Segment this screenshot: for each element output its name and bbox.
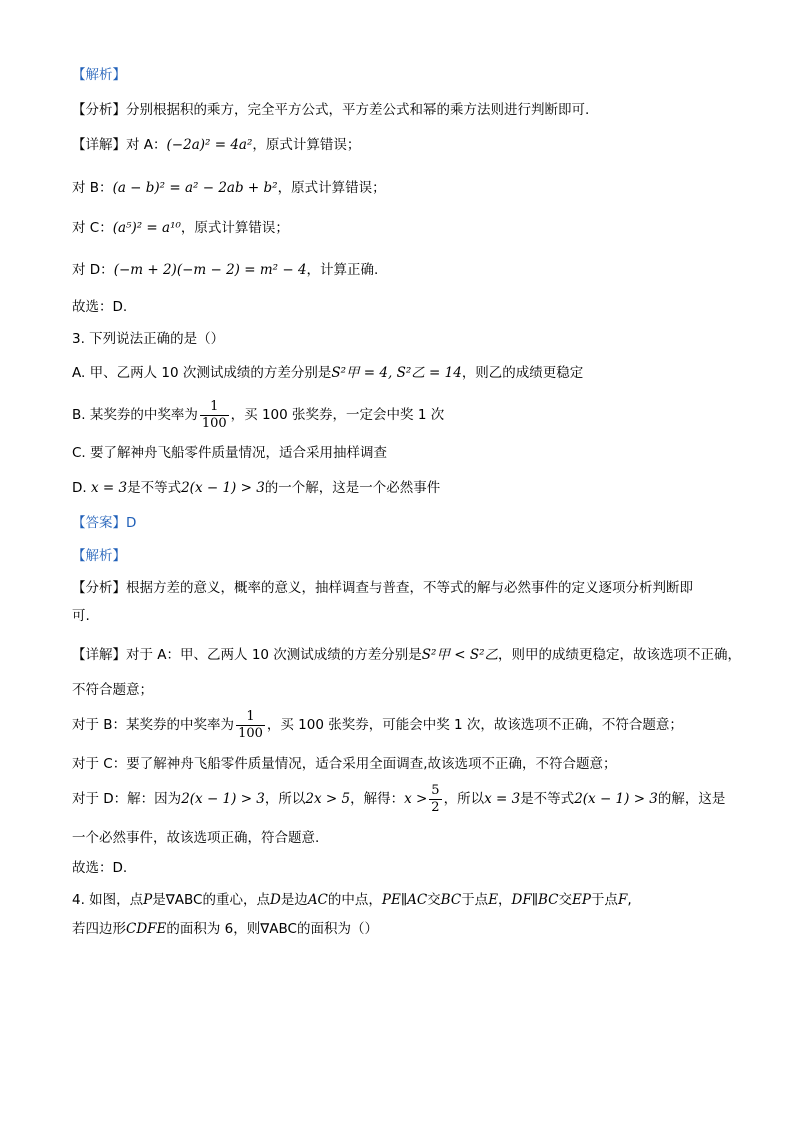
- q4-triangle-abc-2: ∇ABC: [260, 921, 297, 937]
- detail-c-line: [72, 219, 734, 237]
- q4-text-i: 交: [558, 892, 572, 908]
- option-a-suffix: ，则乙的成绩更稳定: [461, 365, 584, 381]
- fraction-numerator: 1: [200, 399, 229, 416]
- q4-text-k: ,: [627, 892, 632, 908]
- question-3-option-c: C. 要了解神舟飞船零件质量情况，适合采用抽样调查: [72, 445, 388, 461]
- question-3-option-a: [72, 364, 734, 382]
- option-b-fraction: [200, 399, 229, 432]
- q4-text-c: 的重心，点: [202, 892, 270, 908]
- question-3-option-d: [72, 479, 734, 497]
- detail-2-a-suffix: ，则甲的成绩更稳定，故该选项不正确，: [498, 647, 742, 663]
- option-a-prefix: A. 甲、乙两人 10 次测试成绩的方差分别是: [72, 365, 332, 381]
- detail-a-expression: (−2a)² = 4a²: [166, 137, 253, 153]
- detail-2-b-prefix: 对于 B：某奖券的中奖率为: [72, 717, 235, 733]
- q4-text-a: 4. 如图，点: [72, 892, 144, 908]
- option-d-suffix: 的一个解，这是一个必然事件: [264, 480, 441, 496]
- q4-text-e: 的中点，: [327, 892, 382, 908]
- detail-b-expression: (a − b)² = a² − 2ab + b²: [112, 180, 278, 196]
- q4-text-g: 于点: [461, 892, 489, 908]
- q4-text-n: 的面积为（）: [296, 921, 378, 937]
- fenxi-paragraph: 【分析】分别根据积的乘方，完全平方公式，平方差公式和幂的乘方法则进行判断即可.: [72, 102, 590, 118]
- detail-2-a-line-1: [72, 646, 742, 664]
- choose-line-2: 故选：D.: [72, 860, 128, 876]
- q4-triangle-abc: ∇ABC: [165, 892, 203, 908]
- detail-2-d-p6: 的解，这是: [657, 791, 726, 807]
- q4-df-parallel-bc: DF∥BC: [511, 892, 559, 908]
- detail-2-c-line: 对于 C：要了解神舟飞船零件质量情况，适合采用全面调查,故该选项不正确，不符合题意；: [72, 756, 617, 772]
- q4-text-d: 是边: [280, 892, 308, 908]
- detail-2-d-fraction: [429, 783, 441, 816]
- q4-text-f: 交: [427, 892, 441, 908]
- detail-2-d-expression-3: x >: [404, 791, 428, 807]
- detail-2-a-prefix: 【详解】对于 A：甲、乙两人 10 次测试成绩的方差分别是: [72, 647, 422, 663]
- fraction-denominator: 100: [201, 415, 227, 431]
- detail-2-d-expression-2: 2x > 5: [305, 791, 351, 807]
- detail-a-line: [72, 136, 734, 154]
- detail-b-prefix: 对 B：: [72, 180, 113, 196]
- detail-2-d-p5: 是不等式: [520, 791, 575, 807]
- detail-2-a-expression: S²甲 < S²乙: [421, 647, 499, 663]
- detail-2-d-p2: ，所以: [264, 791, 306, 807]
- answer-label: 【答案】D: [72, 515, 137, 531]
- detail-a-suffix: ，原式计算错误；: [252, 137, 361, 153]
- option-d-expression-1: x = 3: [90, 480, 128, 496]
- detail-2-d-expression-4: x = 3: [484, 791, 521, 807]
- q4-point-e: E: [488, 892, 499, 908]
- detail-2-b-fraction: [236, 709, 265, 742]
- choose-line: 故选：D.: [72, 299, 128, 315]
- detail-2-d-line-2: 一个必然事件，故该选项正确，符合题意.: [72, 830, 320, 846]
- q4-text-h: ，: [498, 892, 512, 908]
- option-d-prefix: D.: [72, 480, 87, 496]
- q4-point-f: F: [617, 892, 628, 908]
- q4-text-l: 若四边形: [72, 921, 126, 937]
- detail-a-prefix: 【详解】对 A：: [72, 137, 167, 153]
- detail-c-expression: (a⁵)² = a¹⁰: [112, 220, 181, 236]
- detail-2-d-expression-1: 2(x − 1) > 3: [181, 791, 265, 807]
- q4-quadrilateral-cdfe: CDFE: [126, 921, 167, 937]
- fraction-numerator: 5: [431, 782, 440, 798]
- detail-2-d-line-1: [72, 781, 734, 817]
- detail-b-suffix: ，原式计算错误；: [277, 180, 386, 196]
- question-3-option-b: [72, 398, 734, 432]
- option-b-suffix: ，买 100 张奖券，一定会中奖 1 次: [230, 407, 445, 423]
- detail-2-d-p1: 对于 D：解：因为: [72, 791, 182, 807]
- detail-2-b-line: [72, 708, 734, 742]
- detail-d-prefix: 对 D：: [72, 262, 114, 278]
- q4-segment-bc: BC: [440, 892, 462, 908]
- option-a-expression: S²甲 = 4, S²乙 = 14: [331, 365, 462, 381]
- detail-d-expression: (−m + 2)(−m − 2) = m² − 4: [113, 262, 307, 278]
- analysis-label: 【解析】: [72, 67, 126, 83]
- detail-b-line: [72, 179, 734, 197]
- fraction-denominator: 100: [238, 725, 263, 741]
- detail-2-b-suffix: ，买 100 张奖券，可能会中奖 1 次，故该选项不正确，不符合题意；: [266, 717, 683, 733]
- q4-segment-ac: AC: [307, 892, 328, 908]
- detail-2-d-p4: ，所以: [443, 791, 485, 807]
- detail-d-suffix: ，计算正确.: [306, 262, 379, 278]
- option-d-mid: 是不等式: [127, 480, 182, 496]
- q4-point-p: P: [143, 892, 153, 908]
- option-d-expression-2: 2(x − 1) > 3: [181, 480, 265, 496]
- detail-c-suffix: ，原式计算错误；: [180, 220, 289, 236]
- q4-pe-parallel-ac: PE∥AC: [381, 892, 428, 908]
- fenxi-2-line-2: 可.: [72, 608, 90, 624]
- question-4-line-2: [72, 920, 734, 938]
- q4-text-m: 的面积为 6，则: [166, 921, 261, 937]
- q4-text-j: 于点: [590, 892, 618, 908]
- q4-segment-ep: EP: [571, 892, 591, 908]
- detail-c-prefix: 对 C：: [72, 220, 113, 236]
- analysis-label-2: 【解析】: [72, 548, 126, 564]
- q4-point-d: D: [269, 892, 281, 908]
- fraction-denominator: 2: [431, 799, 440, 815]
- detail-2-d-expression-5: 2(x − 1) > 3: [574, 791, 658, 807]
- detail-2-d-p3: ，解得：: [350, 791, 405, 807]
- option-b-prefix: B. 某奖券的中奖率为: [72, 407, 198, 423]
- fenxi-2-line-1: 【分析】根据方差的意义，概率的意义，抽样调查与普查，不等式的解与必然事件的定义逐项分析判断即: [72, 580, 693, 596]
- detail-2-a-line-2: 不符合题意；: [72, 682, 153, 698]
- fraction-numerator: 1: [236, 709, 265, 726]
- question-4-line-1: [72, 891, 734, 909]
- detail-d-line: [72, 261, 734, 279]
- q4-text-b: 是: [152, 892, 166, 908]
- question-3-stem: 3. 下列说法正确的是（）: [72, 331, 225, 347]
